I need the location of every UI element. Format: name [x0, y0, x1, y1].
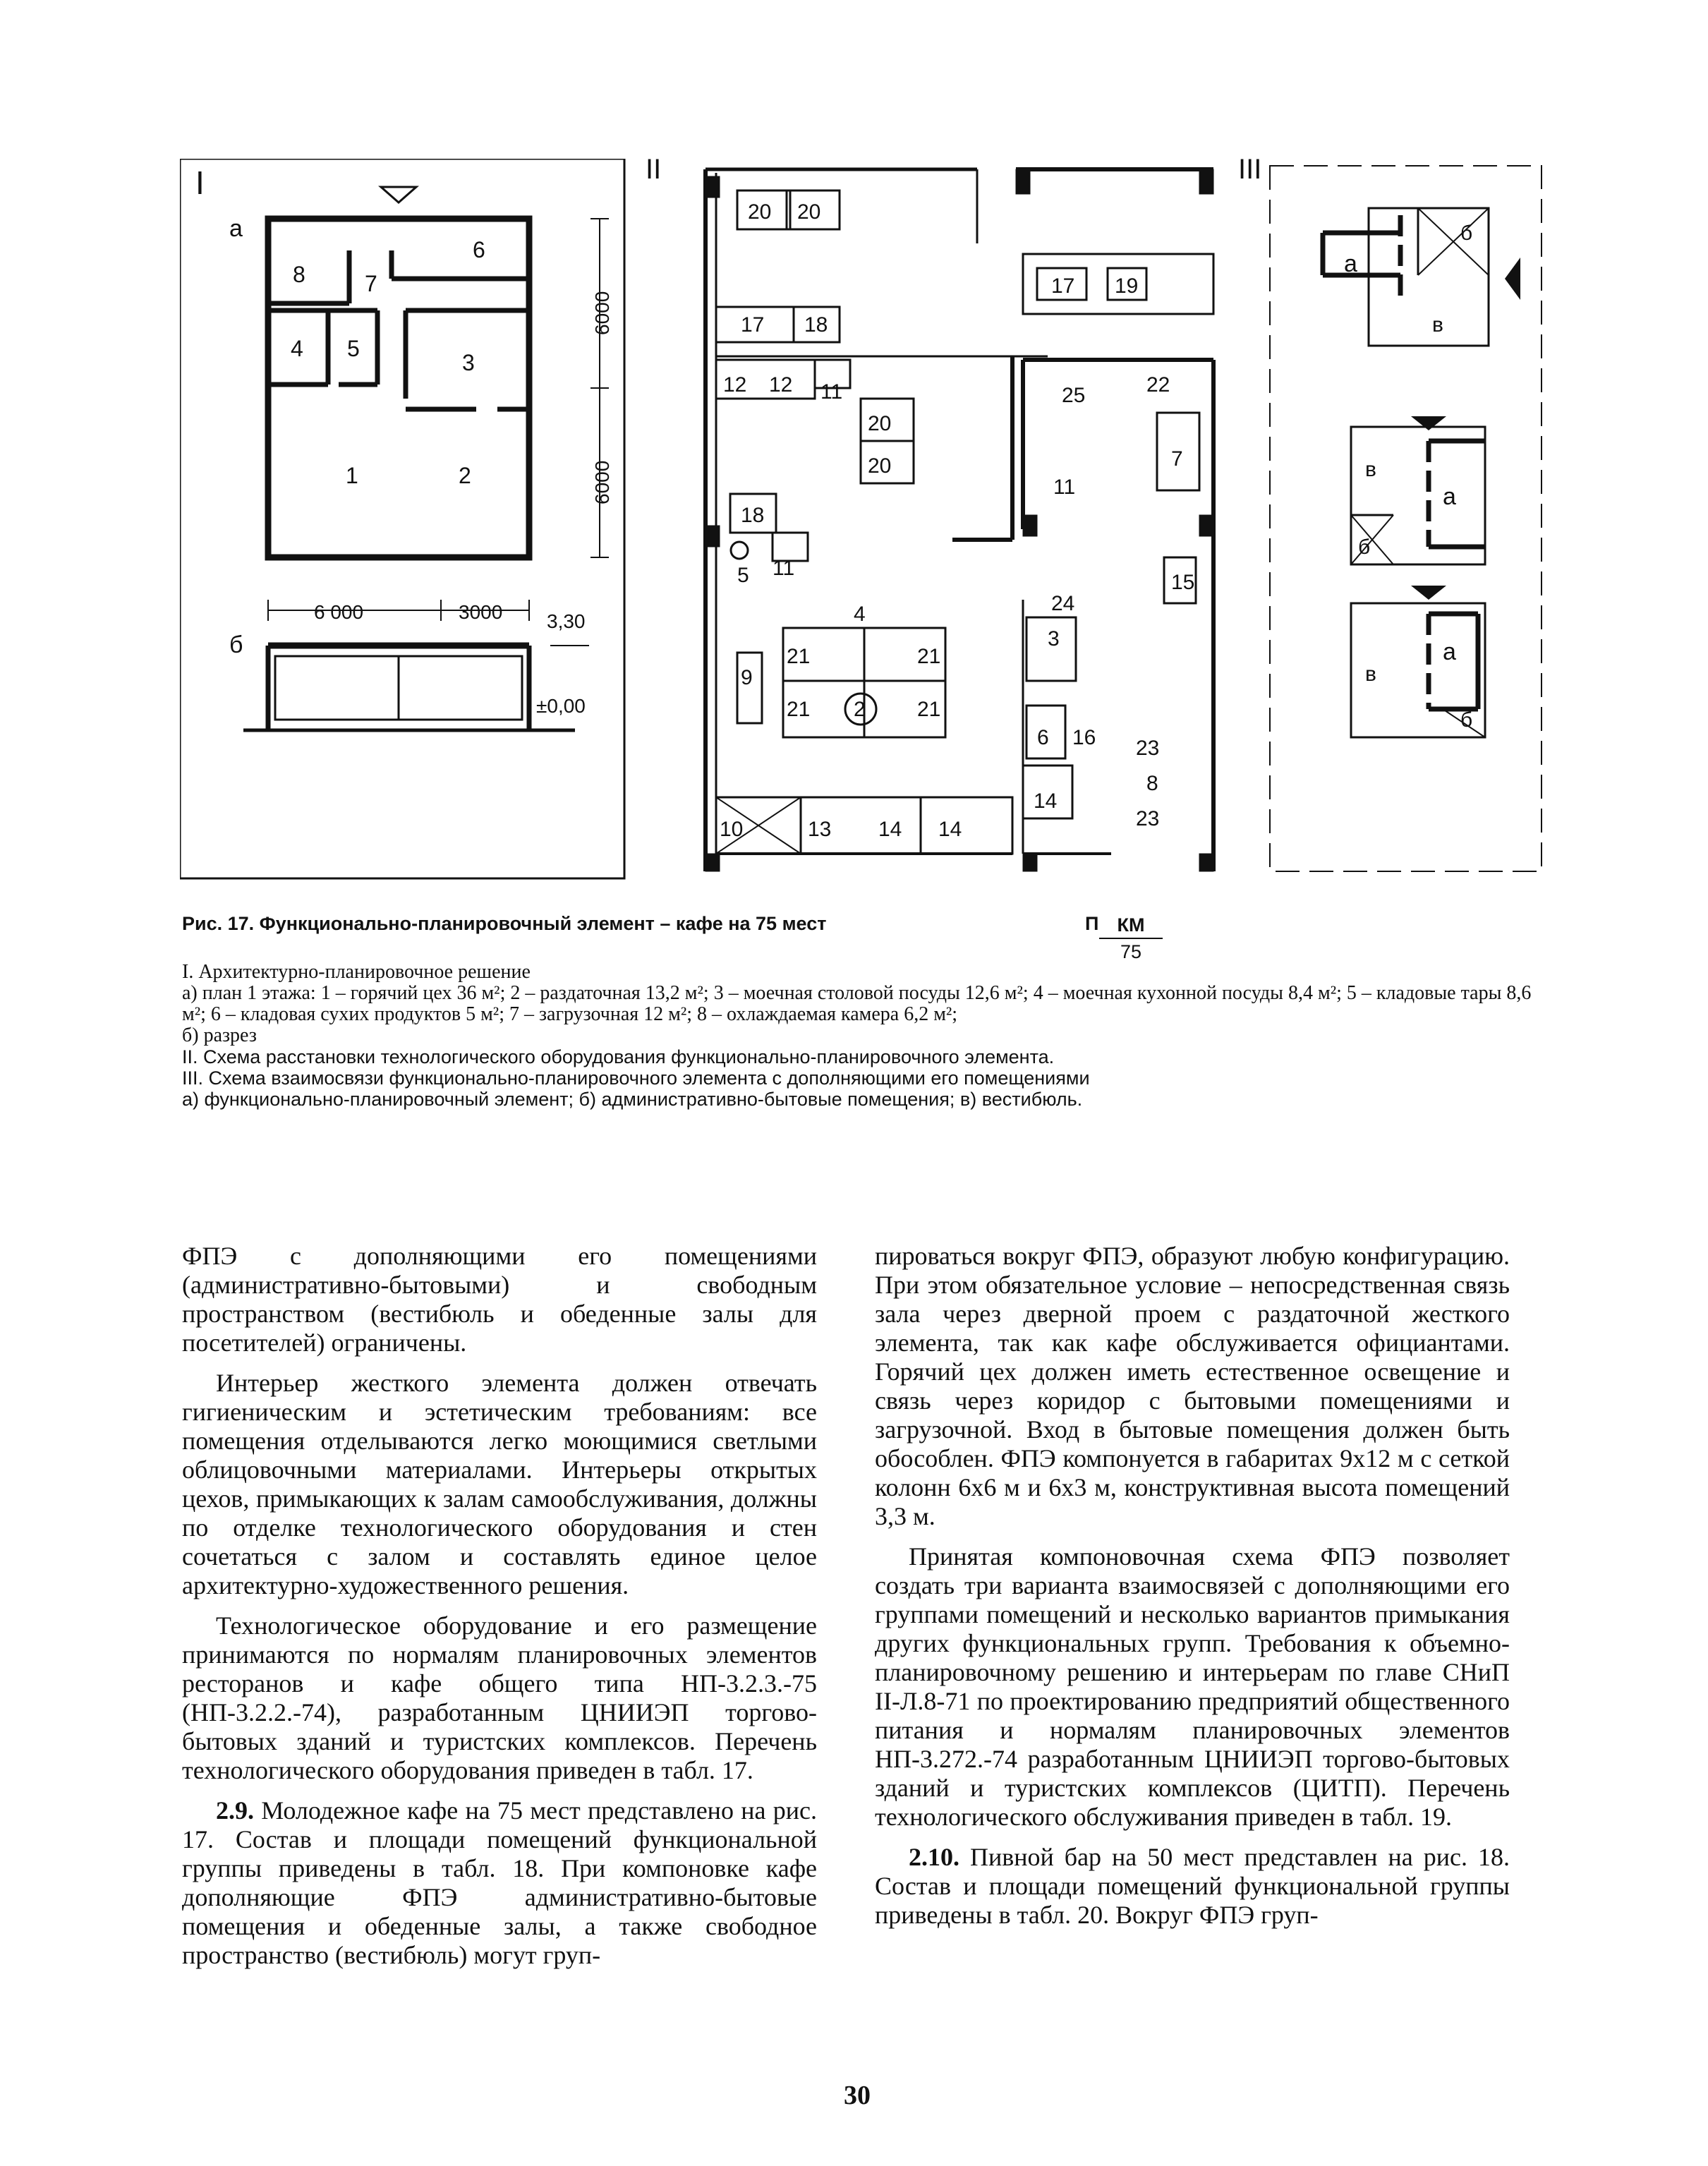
dim-h-2: 3000	[459, 601, 503, 623]
right-paragraph-2: Принятая компоновочная схема ФПЭ позволяет создать три варианта взаимосвязей с дополняющими его группами помещений и несколько вариантов примыкания других функциональных групп. Требования к объемно-планировочному решению и интерьерам по главе СНиП II-Л.8-71 по проектированию предприятий общественного питания и нормалям планировочных элементов НП-3.272.-74 разработанным ЦНИИЭП торгово-бытовых зданий и туристских комплексов (ЦИТП). Перечень технологического обслуживания приведен в табл. 19.	[875, 1542, 1510, 1831]
eq-4: 4	[854, 603, 866, 626]
section-number-2-10: 2.10.	[909, 1843, 959, 1871]
eq-3: 3	[1048, 627, 1060, 651]
scheme-a-3: а	[1443, 639, 1456, 665]
eq-20-a: 20	[748, 200, 772, 224]
scheme-b-3: б	[1460, 708, 1473, 732]
eq-11-r: 11	[1053, 476, 1076, 499]
eq-11-b: 11	[773, 557, 795, 580]
caption-line-1: I. Архитектурно-планировочное решение	[182, 961, 531, 983]
room-6: 6	[473, 237, 485, 262]
sub-label-a: а	[229, 215, 243, 242]
eq-12-b: 12	[769, 373, 793, 397]
scheme-v-3: в	[1365, 662, 1376, 686]
eq-21-b: 21	[917, 645, 941, 668]
eq-13: 13	[808, 818, 832, 841]
eq-11-a: 11	[820, 380, 843, 404]
figure-caption	[182, 912, 1544, 1110]
level-top: 3,30	[547, 610, 586, 632]
eq-8: 8	[1146, 772, 1158, 795]
scheme-v-2: в	[1365, 458, 1376, 481]
eq-5: 5	[737, 564, 749, 587]
page-number: 30	[844, 2081, 871, 2110]
eq-21-a: 21	[787, 645, 811, 668]
level-zero: ±0,00	[536, 695, 586, 717]
eq-22: 22	[1146, 373, 1170, 397]
dim-v-1: 6000	[591, 291, 613, 335]
room-3: 3	[462, 350, 475, 375]
panel-label-2: II	[646, 159, 662, 185]
scheme-b-2: б	[1358, 536, 1371, 559]
room-4: 4	[291, 336, 303, 361]
eq-17-r: 17	[1051, 274, 1075, 298]
caption-line-5: III. Схема взаимосвязи функционально-планировочного элемента с дополняющими его помещениями	[182, 1067, 1090, 1089]
scheme-a-1: а	[1344, 250, 1357, 277]
entrance-marker	[381, 187, 416, 202]
eq-21-d: 21	[917, 698, 941, 721]
panel-1-plan	[180, 159, 624, 878]
left-paragraph-4	[182, 1796, 817, 1970]
dim-v-2: 6000	[591, 460, 613, 504]
eq-17: 17	[741, 313, 765, 337]
caption-formula-prefix: П	[1085, 913, 1099, 934]
caption-line-2: а) план 1 этажа: 1 – горячий цех 36 м²; 2 – раздаточная 13,2 м²; 3 – моечная столовой посуды 12,6 м²; 4 – моечная кухонной посуды 8,4 м²; 5 – кладовые тары 8,6 м²; 6 – кладовая сухих продуктов 5 м²; 7 – загрузочная 12 м²; 8 – охлаждаемая камера 6,2 м²;	[182, 982, 1532, 1025]
eq-14-b: 14	[938, 818, 962, 841]
eq-2: 2	[854, 698, 866, 721]
right-paragraph-1: пироваться вокруг ФПЭ, образуют любую конфигурацию. При этом обязательное условие – непосредственная связь зала через дверной проем с раздаточной жесткого элемента, так как кафе обслуживается официантами. Горячий цех должен иметь естественное освещение и связь через коридор с бытовыми помещениями и загрузочной. Вход в бытовые помещения должен быть обособлен. ФПЭ компонуется в габаритах 9х12 м с сеткой колонн 6х6 м и 6х3 м, конструктивная высота помещений 3,3 м.	[875, 1242, 1510, 1530]
eq-21-c: 21	[787, 698, 811, 721]
scheme-v-1: в	[1432, 313, 1443, 337]
figure-drawing	[180, 159, 1549, 885]
eq-24: 24	[1051, 592, 1075, 615]
plan-outer-wall	[268, 219, 529, 557]
eq-9: 9	[741, 666, 753, 689]
eq-19: 19	[1115, 274, 1139, 298]
room-5: 5	[347, 336, 360, 361]
scheme-a-2: а	[1443, 483, 1456, 510]
section-number-2-9: 2.9.	[216, 1796, 254, 1825]
eq-23-a: 23	[1136, 737, 1160, 760]
scheme-b-1: б	[1460, 222, 1473, 245]
eq-23-b: 23	[1136, 807, 1160, 830]
figure-17	[180, 159, 1549, 885]
eq-18: 18	[804, 313, 828, 337]
caption-title: Рис. 17. Функционально-планировочный элемент – кафе на 75 мест	[182, 913, 827, 934]
eq-15: 15	[1171, 571, 1195, 594]
room-2: 2	[459, 463, 471, 488]
room-8: 8	[293, 262, 305, 287]
eq-16: 16	[1072, 726, 1096, 749]
panel-1-frame	[180, 159, 624, 878]
eq-12-a: 12	[723, 373, 747, 397]
caption-line-4: II. Схема расстановки технологического оборудования функционально-планировочного элемента.	[182, 1046, 1055, 1067]
caption-line-6: а) функционально-планировочный элемент; б) административно-бытовые помещения; в) вестибюль.	[182, 1089, 1083, 1110]
room-1: 1	[346, 463, 358, 488]
text-column-left	[182, 1242, 817, 1981]
caption-line-3: б) разрез	[182, 1024, 257, 1046]
left-paragraph-3: Технологическое оборудование и его размещение принимаются по нормалям планировочных элементов ресторанов и кафе общего типа НП-3.2.3.-75 (НП-3.2.2.-74), разработанным ЦНИИЭП торгово-бытовых зданий и туристских комплексов. Перечень технологического оборудования приведен в табл. 17.	[182, 1611, 817, 1784]
eq-14-r: 14	[1034, 789, 1058, 813]
caption-formula	[1099, 912, 1163, 964]
dim-h-1: 6 000	[314, 601, 364, 623]
left-paragraph-1: ФПЭ с дополняющими его помещениями (административно-бытовыми) и свободным пространством (вестибюль и обеденные залы для посетителей) ограничены.	[182, 1242, 817, 1357]
eq-20-c: 20	[868, 412, 892, 435]
eq-7: 7	[1171, 447, 1183, 471]
panel-2-equipment	[646, 159, 1213, 871]
caption-title-row	[182, 912, 1544, 962]
left-paragraph-4-text: Молодежное кафе на 75 мест представлено на рис. 17. Состав и площади помещений функциональной группы приведены в табл. 18. При компоновке кафе дополняющие ФПЭ административно-бытовые помещения и обеденные залы, а также свободное пространство (вестибюль) могут груп-	[182, 1796, 817, 1969]
text-column-right	[875, 1242, 1510, 1941]
formula-denominator: 75	[1120, 941, 1142, 962]
eq-20-b: 20	[797, 200, 821, 224]
left-paragraph-2: Интерьер жесткого элемента должен отвечать гигиеническим и эстетическим требованиям: все помещения отделываются легко моющимися светлыми облицовочными материалами. Интерьеры открытых цехов, примыкающих к залам самообслуживания, должны по отделке технологического оборудования и стен сочетаться с залом и составлять единое целое архитектурно-художественного решения.	[182, 1369, 817, 1599]
sub-label-b: б	[229, 631, 243, 658]
eq-14-a: 14	[878, 818, 902, 841]
eq-25: 25	[1062, 384, 1086, 407]
right-paragraph-3	[875, 1843, 1510, 1930]
eq-20-d: 20	[868, 454, 892, 478]
eq-18-b: 18	[741, 504, 765, 527]
room-7: 7	[365, 271, 377, 296]
panel-3-scheme	[1238, 159, 1542, 871]
panel-label-3: III	[1238, 159, 1262, 185]
right-paragraph-3-text: Пивной бар на 50 мест представлен на рис. 18. Состав и площади помещений функциональной группы приведены в табл. 20. Вокруг ФПЭ груп-	[875, 1843, 1510, 1929]
eq-10: 10	[720, 818, 744, 841]
formula-numerator: КМ	[1099, 912, 1163, 939]
eq-6: 6	[1037, 726, 1049, 749]
scheme-dashed-frame	[1270, 166, 1542, 871]
panel-label-1: I	[195, 164, 205, 201]
